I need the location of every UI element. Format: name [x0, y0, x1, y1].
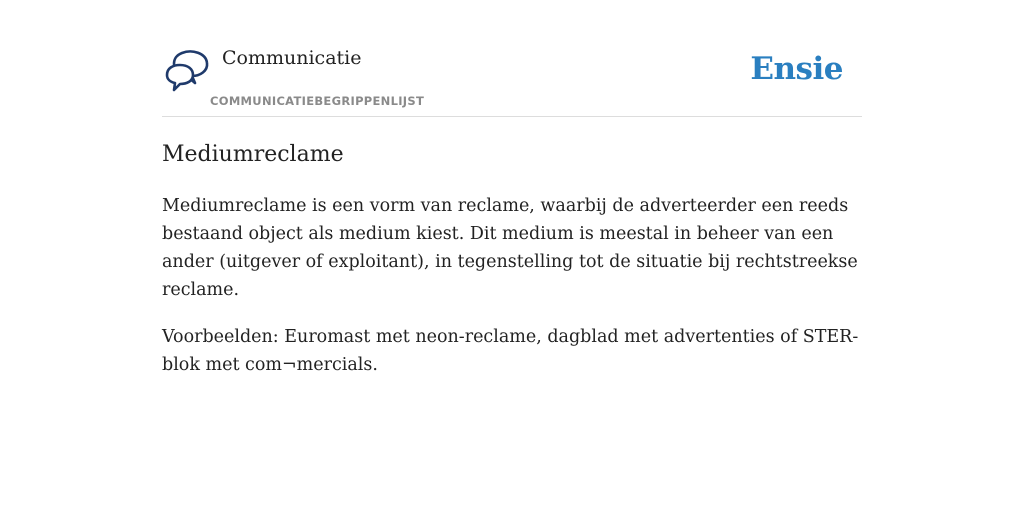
- page-header: [162, 0, 862, 117]
- category-subtitle[interactable]: COMMUNICATIEBEGRIPPENLIJST: [210, 94, 425, 108]
- examples-paragraph: Voorbeelden: Euromast met neon-reclame, dagblad met advertenties of STER-blok met com¬mercials.: [162, 327, 859, 375]
- page-container: [162, 0, 862, 375]
- definition-body: [162, 192, 862, 398]
- page-title: Mediumreclame: [162, 142, 344, 167]
- definition-paragraph: Mediumreclame is een vorm van reclame, waarbij de adverteerder een reeds bestaand object als medium kiest. Dit medium is meestal in beheer van een ander (uitgever of exploitant), in tegenstelling tot de situatie bij rechtstreekse reclame.: [162, 196, 858, 300]
- speech-bubbles-icon[interactable]: [162, 48, 212, 94]
- category-title[interactable]: Communicatie: [222, 47, 362, 69]
- brand-logo[interactable]: Ensie: [750, 51, 843, 87]
